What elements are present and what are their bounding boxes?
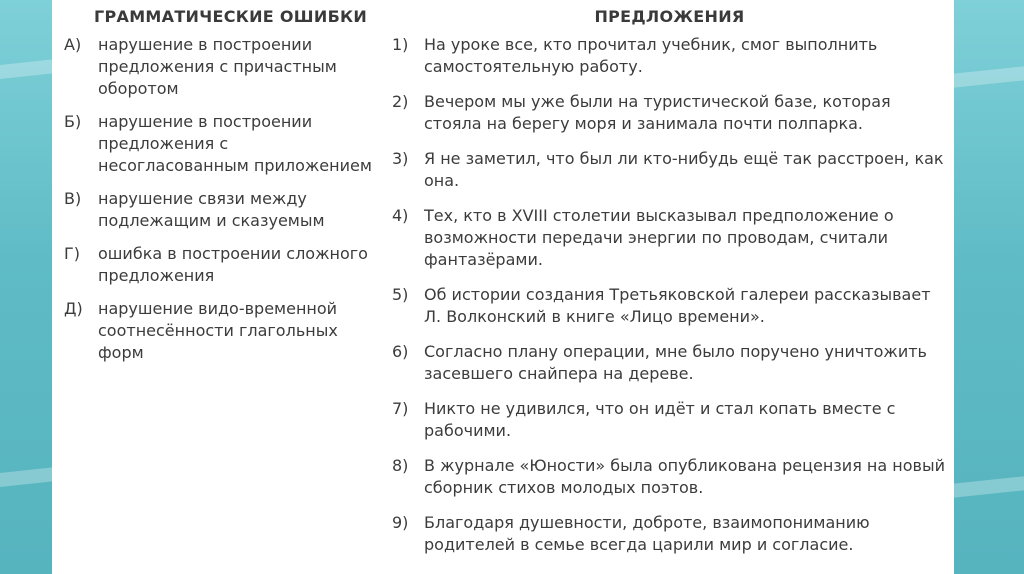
list-item <box>392 34 947 78</box>
item-marker: Г) <box>64 244 80 263</box>
item-text: Вечером мы уже были на туристической базе, которая стояла на берегу моря и занимала почти полпарка. <box>424 92 891 133</box>
decorative-stripe <box>0 467 56 487</box>
item-marker: 8) <box>392 456 409 475</box>
sentences-list <box>392 34 947 556</box>
item-text: ошибка в построении сложного предложения <box>98 244 368 285</box>
decorative-stripe <box>954 476 1024 497</box>
sentences-column <box>392 4 947 569</box>
decorative-stripe <box>954 66 1024 87</box>
item-text: Никто не удивился, что он идёт и стал копать вместе с рабочими. <box>424 399 896 440</box>
item-marker: 5) <box>392 285 409 304</box>
grammar-errors-list <box>64 34 384 364</box>
list-item <box>392 148 947 192</box>
item-text: нарушение в построении предложения с причастным оборотом <box>98 35 337 98</box>
list-item <box>392 284 947 328</box>
item-marker: 9) <box>392 513 409 532</box>
list-item <box>392 341 947 385</box>
list-item <box>64 243 384 287</box>
item-text: Благодаря душевности, доброте, взаимопониманию родителей в семье всегда царили мир и согласие. <box>424 513 870 554</box>
item-marker: 4) <box>392 206 409 225</box>
item-marker: 6) <box>392 342 409 361</box>
list-item <box>392 205 947 271</box>
item-marker: Б) <box>64 112 82 131</box>
item-marker: 3) <box>392 149 409 168</box>
list-item <box>64 34 384 100</box>
item-marker: В) <box>64 189 82 208</box>
item-marker: 1) <box>392 35 409 54</box>
item-text: Я не заметил, что был ли кто-нибудь ещё так расстроен, как она. <box>424 149 944 190</box>
column-title: ПРЕДЛОЖЕНИЯ <box>594 7 745 26</box>
item-text: нарушение связи между подлежащим и сказуемым <box>98 189 325 230</box>
item-text: Тех, кто в XVIII столетии высказывал предположение о возможности передачи энергии по проводам, считали фантазёрами. <box>424 206 894 269</box>
item-text: Об истории создания Третьяковской галереи рассказывает Л. Волконский в книге «Лицо времени». <box>424 285 931 326</box>
item-marker: А) <box>64 35 82 54</box>
document-card <box>52 0 954 574</box>
list-item <box>392 398 947 442</box>
decorative-stripe <box>0 59 56 79</box>
item-marker: 2) <box>392 92 409 111</box>
grammar-errors-column <box>64 4 384 375</box>
item-text: нарушение видо-временной соотнесённости глагольных форм <box>98 299 338 362</box>
item-text: Согласно плану операции, мне было поручено уничтожить засевшего снайпера на дереве. <box>424 342 927 383</box>
column-title: ГРАММАТИЧЕСКИЕ ОШИБКИ <box>94 7 368 26</box>
list-item <box>64 298 384 364</box>
item-text: нарушение в построении предложения с несогласованным приложением <box>98 112 372 175</box>
item-marker: 7) <box>392 399 409 418</box>
list-item <box>392 455 947 499</box>
list-item <box>64 188 384 232</box>
item-text: В журнале «Юности» была опубликована рецензия на новый сборник стихов молодых поэтов. <box>424 456 945 497</box>
list-item <box>64 111 384 177</box>
list-item <box>392 512 947 556</box>
item-text: На уроке все, кто прочитал учебник, смог выполнить самостоятельную работу. <box>424 35 878 76</box>
list-item <box>392 91 947 135</box>
item-marker: Д) <box>64 299 83 318</box>
